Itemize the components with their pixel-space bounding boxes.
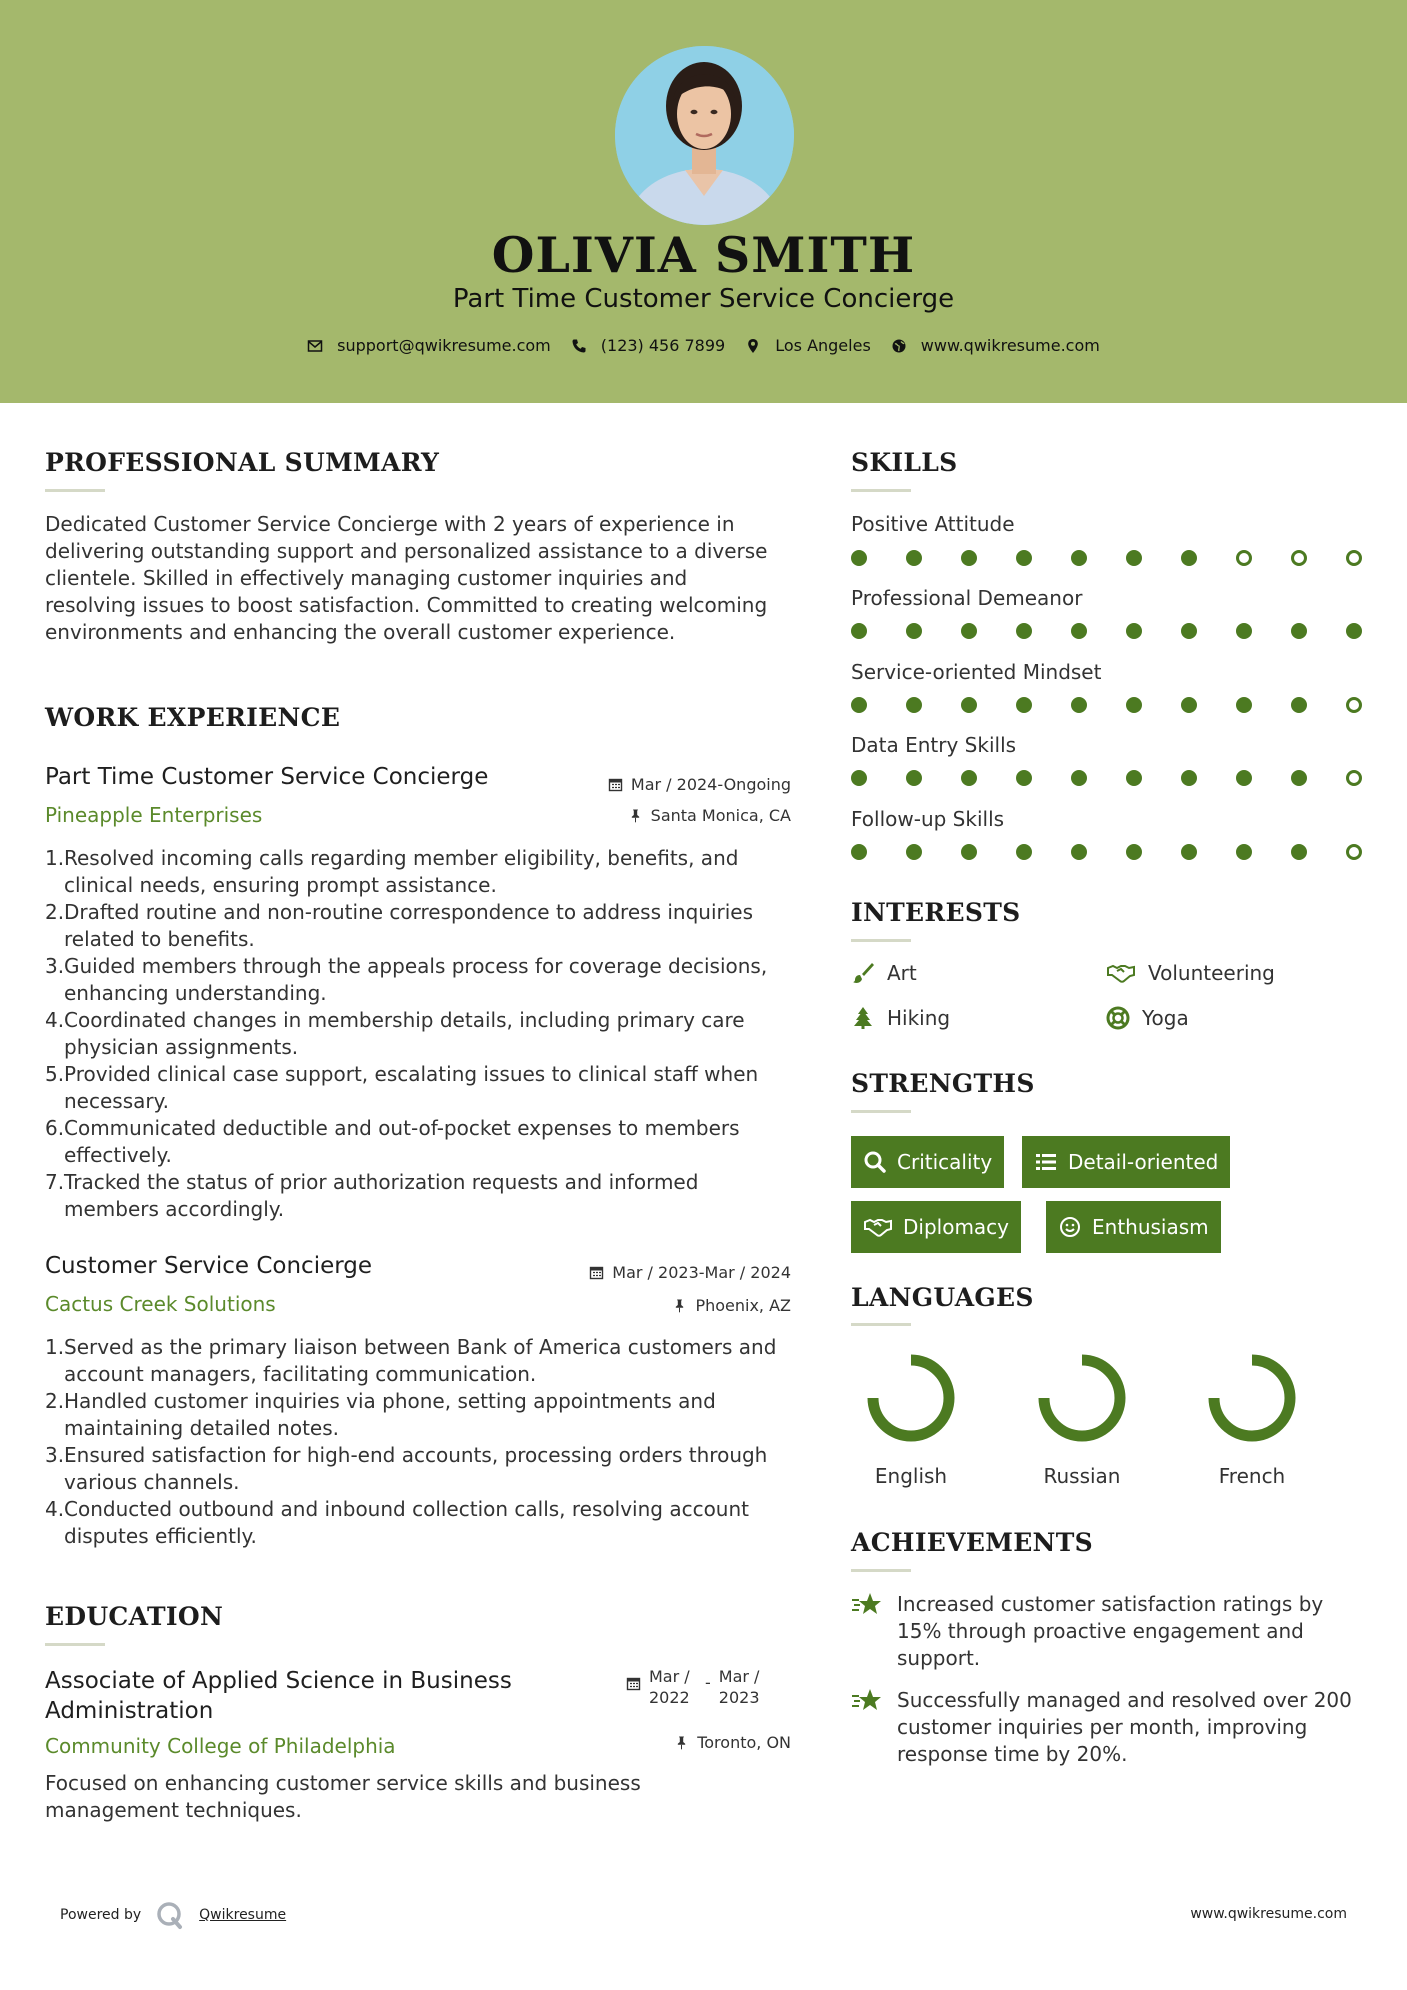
envelope-icon [307, 338, 323, 354]
rating-dot-filled [961, 697, 977, 713]
interest-hiking [851, 1006, 950, 1030]
skills-underline [851, 489, 911, 492]
languages-underline [851, 1323, 911, 1326]
list-item: Conducted outbound and inbound collection calls, resolving account disputes efficiently. [64, 1497, 749, 1548]
achievement-text: Successfully managed and resolved over 200 customer inquiries per month, improving response time by 20%. [897, 1688, 1352, 1766]
skill-label: Professional Demeanor [851, 586, 1083, 610]
rating-dot-filled [961, 550, 977, 566]
summary-heading: PROFESSIONAL SUMMARY [45, 448, 440, 477]
interest-volunteering [1106, 961, 1275, 985]
rating-dot-filled [851, 770, 867, 786]
skill-label: Service-oriented Mindset [851, 660, 1102, 684]
job-location [628, 806, 791, 825]
job-dates [608, 775, 791, 794]
list-item: Ensured satisfaction for high-end accounts, processing orders through various channels. [64, 1443, 768, 1494]
rating-dot-filled [1236, 697, 1252, 713]
rating-dot-empty [1291, 550, 1307, 566]
language-arc [1214, 1360, 1290, 1436]
job-dates-text: Mar / 2024-Ongoing [630, 775, 791, 794]
education-end: Mar / 2023 [718, 1667, 760, 1707]
rating-dot-filled [1181, 697, 1197, 713]
rating-dot-filled [1236, 770, 1252, 786]
contact-email [307, 336, 551, 355]
skill-rating [851, 770, 1401, 786]
job-dates [589, 1263, 791, 1282]
handshake-icon [863, 1215, 893, 1239]
contact-website-text[interactable]: www.qwikresume.com [920, 336, 1100, 355]
candidate-name: OLIVIA SMITH [491, 226, 916, 284]
rating-dot-filled [1126, 623, 1142, 639]
skill-rating [851, 844, 1401, 860]
contact-location [745, 336, 871, 355]
contact-email-text[interactable]: support@qwikresume.com [337, 336, 551, 355]
summary-text: Dedicated Customer Service Concierge with 2 years of experience in delivering outstanding support and personalized assistance to a diverse clientele. Skilled in effectively managing customer inquiries and resolving issues to boost satisfaction. Committed to creating welcoming environments and enhancing the overall customer experience. [45, 512, 768, 644]
rating-dot-filled [1071, 623, 1087, 639]
strength-label: Criticality [897, 1150, 993, 1174]
strength-label: Enthusiasm [1092, 1215, 1209, 1239]
interests-heading: INTERESTS [851, 898, 1021, 927]
rating-dot-empty [1346, 697, 1362, 713]
strength-tag [851, 1201, 1021, 1253]
rating-dot-empty [1236, 550, 1252, 566]
resume-header [0, 0, 1407, 403]
language-gauge [1206, 1352, 1298, 1444]
list-item: Served as the primary liaison between Bank of America customers and account managers, facilitating communication. [64, 1335, 777, 1386]
rating-dot-filled [961, 770, 977, 786]
pin-icon [674, 1735, 689, 1750]
achievement-item [851, 1591, 1361, 1672]
handshake-icon [1106, 961, 1136, 985]
contact-phone [571, 336, 725, 355]
education-start: Mar / 2022 [649, 1667, 690, 1707]
rating-dot-filled [1236, 844, 1252, 860]
qwikresume-logo-icon [155, 1900, 185, 1930]
rating-dot-filled [1181, 623, 1197, 639]
language-gauge [1036, 1352, 1128, 1444]
degree-title: Associate of Applied Science in Business Administration [45, 1668, 512, 1724]
rating-dot-filled [1126, 844, 1142, 860]
strength-label: Diplomacy [903, 1215, 1010, 1239]
strengths-heading: STRENGTHS [851, 1069, 1035, 1098]
language-label: English [874, 1464, 948, 1488]
list-item: Drafted routine and non-routine correspondence to address inquiries related to benefits. [64, 900, 754, 951]
candidate-title: Part Time Customer Service Concierge [452, 284, 955, 314]
rating-dot-filled [1016, 844, 1032, 860]
interest-label: Hiking [887, 1006, 951, 1030]
search-icon [863, 1150, 887, 1174]
achievements-underline [851, 1569, 911, 1572]
rating-dot-filled [851, 697, 867, 713]
achievement-text: Increased customer satisfaction ratings by 15% through proactive engagement and support. [897, 1592, 1324, 1670]
rating-dot-filled [1071, 770, 1087, 786]
map-pin-icon [745, 338, 761, 354]
footer-powered [60, 1900, 286, 1930]
job-title: Customer Service Concierge [45, 1253, 373, 1279]
pin-icon [628, 808, 643, 823]
skill-label: Data Entry Skills [851, 733, 1017, 757]
rating-dot-filled [1181, 844, 1197, 860]
globe-icon [891, 338, 907, 354]
work-heading: WORK EXPERIENCE [45, 703, 341, 732]
list-item: Guided members through the appeals process for coverage decisions, enhancing understanding. [64, 954, 768, 1005]
strength-tag [1022, 1136, 1230, 1188]
avatar [615, 46, 794, 225]
brand-link[interactable]: Qwikresume [199, 1907, 287, 1923]
interests-underline [851, 939, 911, 942]
language-russian [1012, 1352, 1152, 1488]
job-company: Pineapple Enterprises [45, 803, 263, 827]
skill-label: Positive Attitude [851, 512, 1015, 536]
job-location-text: Phoenix, AZ [695, 1296, 791, 1315]
rating-dot-filled [961, 623, 977, 639]
date-separator: - [705, 1673, 711, 1692]
strengths-underline [851, 1110, 911, 1113]
rating-dot-filled [1016, 697, 1032, 713]
language-arc [1044, 1360, 1120, 1436]
job-dates-text: Mar / 2023-Mar / 2024 [612, 1263, 791, 1282]
education-dates [626, 1666, 767, 1708]
language-french [1182, 1352, 1322, 1488]
interest-label: Volunteering [1148, 961, 1275, 985]
rating-dot-filled [906, 697, 922, 713]
contact-bar [0, 336, 1407, 355]
list-item: Tracked the status of prior authorization requests and informed members accordingly. [64, 1170, 699, 1221]
rating-dot-filled [906, 550, 922, 566]
achievement-item [851, 1687, 1361, 1768]
calendar-icon [626, 1676, 641, 1691]
job-bullets [45, 845, 795, 1223]
smile-icon [1058, 1215, 1082, 1239]
job-company: Cactus Creek Solutions [45, 1292, 276, 1316]
rating-dot-filled [1236, 623, 1252, 639]
skill-rating [851, 697, 1401, 713]
skill-label: Follow-up Skills [851, 807, 1005, 831]
contact-website [891, 336, 1100, 355]
interest-yoga [1106, 1006, 1189, 1030]
summary-underline [45, 489, 105, 492]
rating-dot-filled [1346, 623, 1362, 639]
rating-dot-filled [1016, 770, 1032, 786]
education-underline [45, 1643, 105, 1646]
language-label: French [1218, 1464, 1286, 1488]
paintbrush-icon [851, 961, 875, 985]
powered-by-label: Powered by [60, 1907, 142, 1923]
rating-dot-filled [1126, 550, 1142, 566]
list-item: Coordinated changes in membership details, including primary care physician assignments. [64, 1008, 745, 1059]
rating-dot-filled [906, 623, 922, 639]
interest-art [851, 961, 917, 985]
rating-dot-empty [1346, 770, 1362, 786]
rating-dot-empty [1346, 550, 1362, 566]
skills-heading: SKILLS [851, 448, 958, 477]
rating-dot-filled [1291, 770, 1307, 786]
education-description: Focused on enhancing customer service skills and business management techniques. [45, 1771, 641, 1822]
language-label: Russian [1043, 1464, 1121, 1488]
rating-dot-filled [906, 844, 922, 860]
contact-phone-text: (123) 456 7899 [600, 336, 726, 355]
rating-dot-filled [961, 844, 977, 860]
tree-icon [851, 1006, 875, 1030]
list-item: Provided clinical case support, escalating issues to clinical staff when necessary. [64, 1062, 759, 1113]
rating-dot-filled [1071, 844, 1087, 860]
calendar-icon [589, 1265, 604, 1280]
rating-dot-filled [851, 623, 867, 639]
star-award-icon [851, 1687, 883, 1715]
school-name: Community College of Philadelphia [45, 1734, 396, 1758]
language-gauge [865, 1352, 957, 1444]
skill-rating [851, 550, 1401, 566]
language-arc [873, 1360, 949, 1436]
avatar-illustration [615, 46, 794, 225]
interest-label: Art [887, 961, 917, 985]
strength-tag [851, 1136, 1004, 1188]
lifering-icon [1106, 1006, 1130, 1030]
calendar-icon [608, 777, 623, 792]
footer-website[interactable]: www.qwikresume.com [1190, 1906, 1347, 1922]
strength-tag [1046, 1201, 1221, 1253]
rating-dot-filled [1291, 623, 1307, 639]
skill-rating [851, 623, 1401, 639]
education-location-text: Toronto, ON [697, 1733, 791, 1752]
interest-label: Yoga [1142, 1006, 1189, 1030]
language-english [841, 1352, 981, 1488]
rating-dot-filled [1181, 550, 1197, 566]
achievements-heading: ACHIEVEMENTS [851, 1528, 1093, 1557]
languages-heading: LANGUAGES [851, 1283, 1034, 1312]
rating-dot-filled [1016, 550, 1032, 566]
rating-dot-filled [1016, 623, 1032, 639]
rating-dot-empty [1346, 844, 1362, 860]
rating-dot-filled [906, 770, 922, 786]
list-item: Handled customer inquiries via phone, setting appointments and maintaining detailed notes. [64, 1389, 716, 1440]
strength-label: Detail-oriented [1068, 1150, 1219, 1174]
phone-icon [571, 338, 587, 354]
education-heading: EDUCATION [45, 1602, 224, 1631]
list-item: Communicated deductible and out-of-pocket expenses to members effectively. [64, 1116, 740, 1167]
list-icon [1034, 1150, 1058, 1174]
list-item: Resolved incoming calls regarding member eligibility, benefits, and clinical needs, ensuring prompt assistance. [64, 846, 739, 897]
job-title: Part Time Customer Service Concierge [45, 764, 489, 790]
rating-dot-filled [1071, 550, 1087, 566]
education-location [674, 1733, 791, 1752]
contact-location-text: Los Angeles [775, 336, 871, 355]
job-bullets [45, 1334, 795, 1550]
rating-dot-filled [1126, 697, 1142, 713]
rating-dot-filled [1071, 697, 1087, 713]
job-location-text: Santa Monica, CA [650, 806, 791, 825]
job-location [672, 1296, 791, 1315]
rating-dot-filled [1291, 697, 1307, 713]
rating-dot-filled [1126, 770, 1142, 786]
pin-icon [672, 1298, 687, 1313]
rating-dot-filled [851, 550, 867, 566]
star-award-icon [851, 1591, 883, 1619]
rating-dot-filled [851, 844, 867, 860]
rating-dot-filled [1291, 844, 1307, 860]
rating-dot-filled [1181, 770, 1197, 786]
